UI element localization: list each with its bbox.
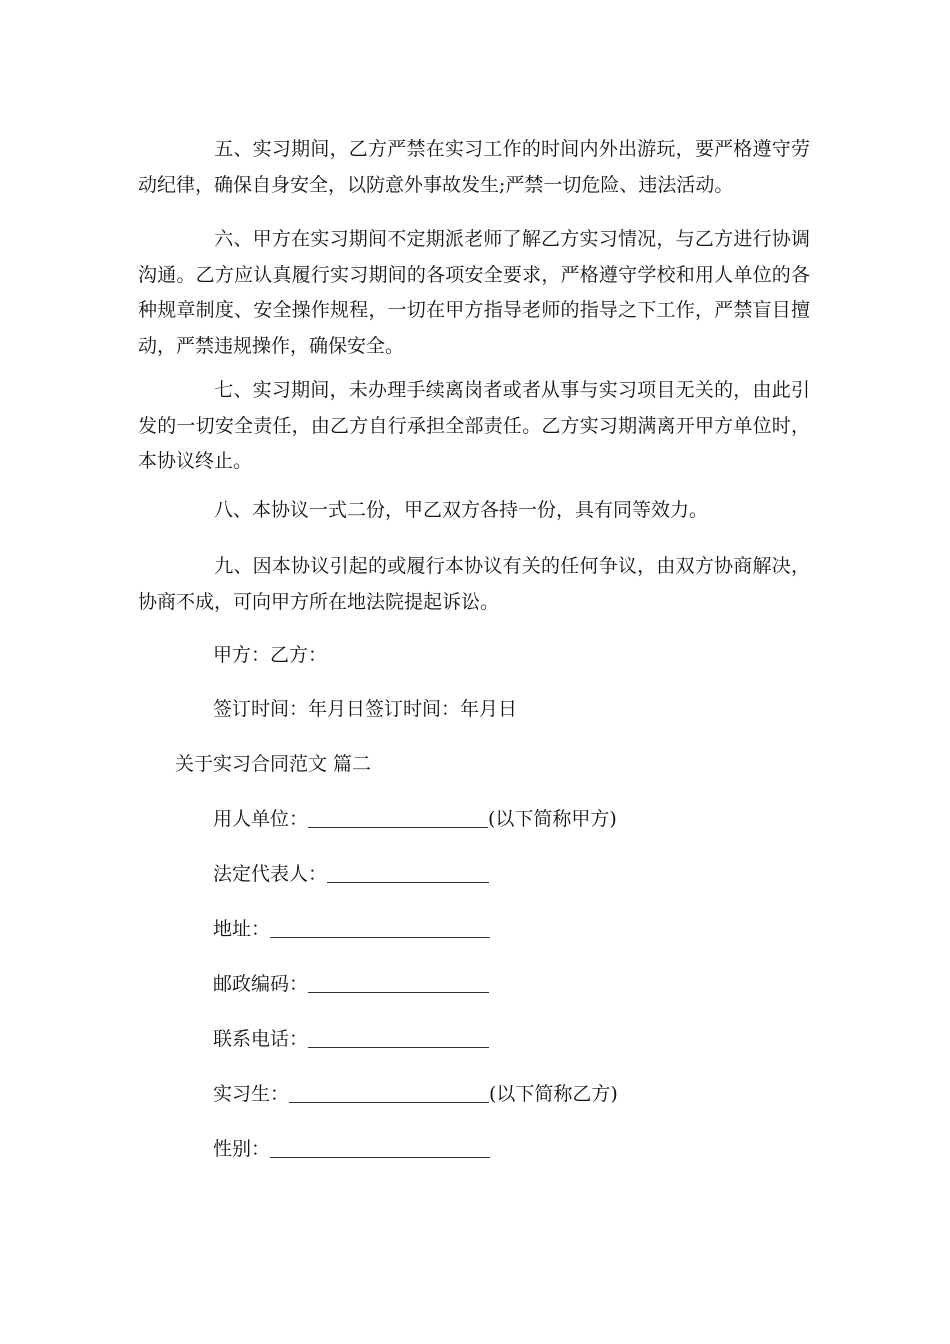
- legal-representative-blank[interactable]: [327, 864, 489, 883]
- field-label: 性别：: [213, 1138, 271, 1160]
- field-gender: [213, 1137, 490, 1161]
- field-label: 邮政编码：: [213, 973, 309, 995]
- intern-blank[interactable]: [289, 1084, 489, 1103]
- field-label: 地址：: [213, 918, 271, 940]
- address-blank[interactable]: [270, 919, 490, 938]
- field-phone: [213, 1027, 489, 1051]
- clause-7: 七、实习期间，未办理手续离岗者或者从事与实习项目无关的，由此引发的一切安全责任，由乙方自行承担全部责任。乙方实习期满离开甲方单位时，本协议终止。: [138, 379, 810, 472]
- field-address: [213, 917, 490, 941]
- field-employer: [213, 807, 617, 831]
- field-label: 实习生：: [213, 1083, 290, 1105]
- signature-parties: 甲方：乙方：: [213, 644, 328, 666]
- employer-blank[interactable]: [308, 809, 488, 828]
- field-label: 用人单位：: [213, 808, 309, 830]
- clause-5: 五、实习期间，乙方严禁在实习工作的时间内外出游玩，要严格遵守劳动纪律，确保自身安全，以防意外事故发生;严禁一切危险、违法活动。: [138, 138, 810, 196]
- field-suffix: (以下简称甲方): [488, 808, 617, 830]
- field-legal-representative: [213, 862, 489, 886]
- field-intern: [213, 1082, 618, 1106]
- postal-code-blank[interactable]: [308, 974, 489, 993]
- field-label: 联系电话：: [213, 1028, 309, 1050]
- section-title: 关于实习合同范文 篇二: [175, 753, 372, 775]
- field-suffix: (以下简称乙方): [489, 1083, 618, 1105]
- phone-blank[interactable]: [308, 1029, 489, 1048]
- clause-6: 六、甲方在实习期间不定期派老师了解乙方实习情况，与乙方进行协调沟通。乙方应认真履行实习期间的各项安全要求，严格遵守学校和用人单位的各种规章制度、安全操作规程，一切在甲方指导老师的指导之下工作，严禁盲目擅动，严禁违规操作，确保安全。: [138, 228, 810, 357]
- field-label: 法定代表人：: [213, 863, 328, 885]
- field-postal-code: [213, 972, 489, 996]
- gender-blank[interactable]: [270, 1139, 490, 1158]
- clause-8: 八、本协议一式二份，甲乙双方各持一份，具有同等效力。: [214, 499, 709, 521]
- signature-dates: 签订时间：年月日签订时间：年月日: [213, 698, 518, 720]
- clause-9: 九、因本协议引起的或履行本协议有关的任何争议，由双方协商解决，协商不成，可向甲方所在地法院提起诉讼。: [138, 555, 810, 613]
